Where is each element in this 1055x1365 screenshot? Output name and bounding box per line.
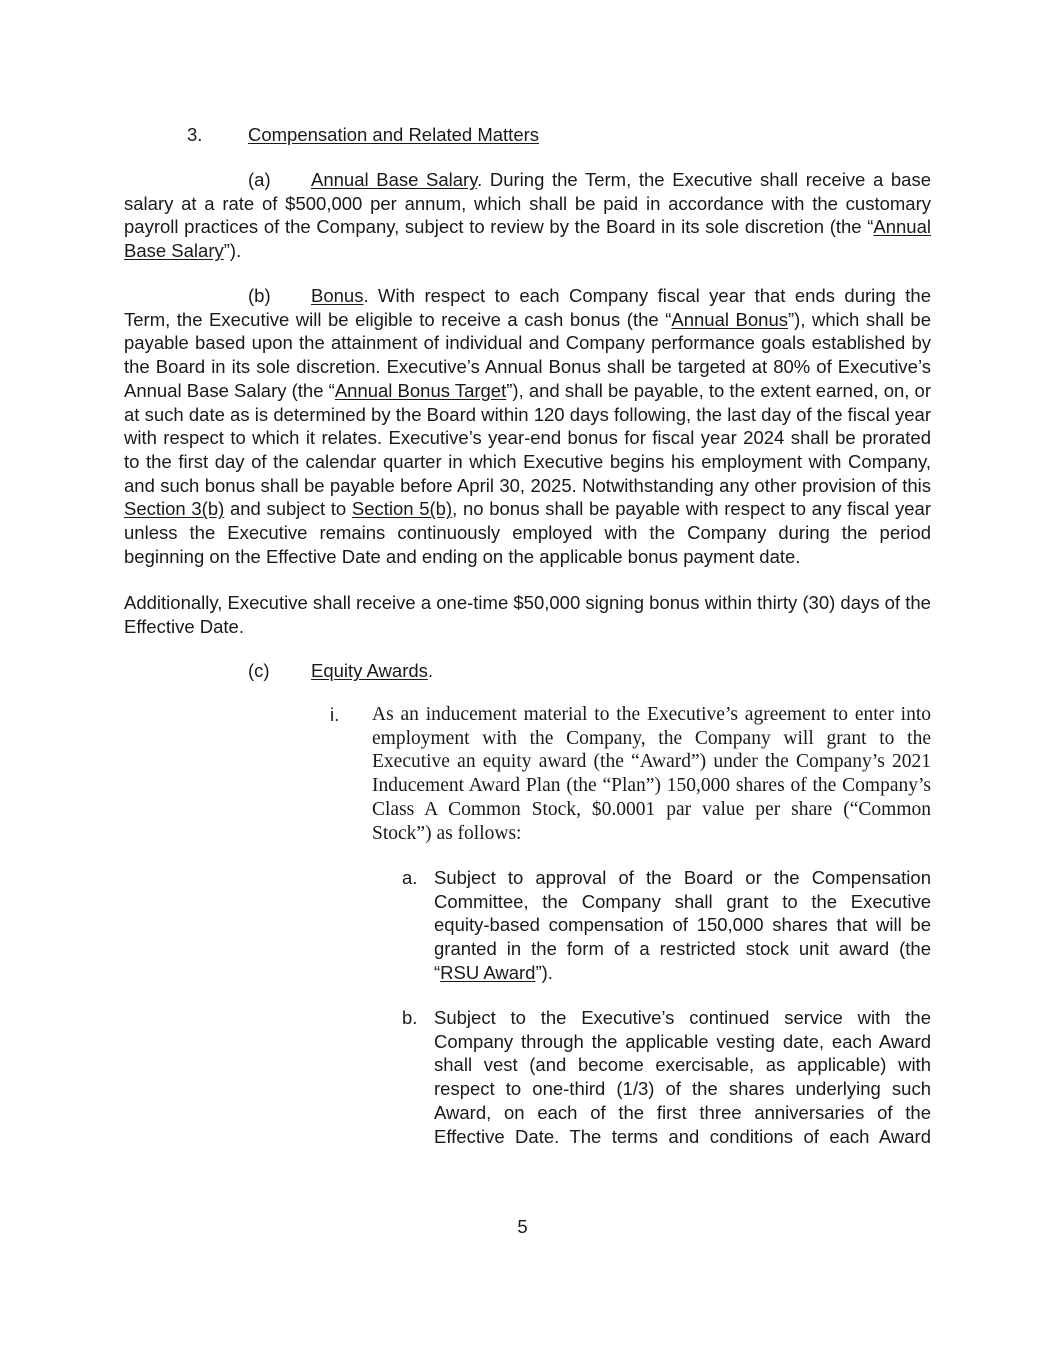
section-heading bbox=[187, 123, 887, 147]
list-item-text: As an inducement material to the Executive’s agreement to enter into employment with the Company, the Company will grant to the Executive an equity award (the “Award”) under the Company’s 2021 Inducement Award Plan (the “Plan”) 150,000 shares of the Company’s Class A Common Stock, $0.0001 par value per share (“Common Stock”) as follows: bbox=[372, 704, 931, 844]
paragraph-text: ”), and shall be payable, to the extent earned, on, or at such date as is determined by the Board within 120 days following, the last day of the fiscal year with respect to which it relates. Executive’s year-end bonus for fiscal year 2024 shall be prorated to the first day of the calendar quarter in which Executive begins his employment with Company, and such bonus shall be payable before April 30, 2025. Notwithstanding any other provision of this bbox=[124, 379, 932, 496]
paragraph-label: (c) bbox=[248, 660, 270, 681]
list-item-text-part: Subject to approval of the Board or the Compensation Committee, the Company shall grant to the Executive equity-based compensation of 150,000 shares that will be granted in the form of a restricted stock unit award (the “ bbox=[434, 867, 931, 983]
list-item-i bbox=[330, 703, 931, 845]
paragraph-signing-bonus: Additionally, Executive shall receive a one-time $50,000 signing bonus within thirty (30) days of the Effective Date. bbox=[124, 592, 931, 637]
paragraph-heading: Equity Awards bbox=[311, 660, 428, 681]
paragraph-equity-awards bbox=[248, 659, 648, 683]
section-reference: Section 3(b) bbox=[124, 498, 225, 520]
paragraph-text: , no bonus shall be payable with respect to any fiscal year unless the Executive remains continuously employed with the Company during the period beginning on the Effective Date and ending on the applicable bonus payment date. bbox=[124, 498, 931, 567]
defined-term: Annual Bonus Target bbox=[334, 379, 507, 401]
paragraph-label: (b) bbox=[248, 285, 271, 306]
paragraph-annual-base-salary bbox=[124, 168, 931, 263]
paragraph-label: (a) bbox=[248, 169, 271, 190]
section-reference: Section 5(b) bbox=[351, 498, 453, 520]
paragraph-text: and subject to bbox=[224, 498, 352, 520]
paragraph-text: . bbox=[427, 660, 434, 681]
paragraph-text: ”). bbox=[223, 240, 242, 262]
paragraph-heading: Annual Base Salary bbox=[311, 169, 478, 190]
paragraph-bonus bbox=[124, 284, 931, 568]
defined-term: Annual Base Salary bbox=[124, 216, 931, 262]
paragraph-text: . With respect to each Company fiscal year that ends during the Term, the Executive will be eligible to receive a cash bonus (the “ bbox=[124, 285, 931, 330]
list-item-text bbox=[434, 866, 931, 985]
list-marker: a. bbox=[402, 867, 418, 888]
list-item-text-part: ”). bbox=[535, 961, 553, 983]
defined-term: RSU Award bbox=[440, 961, 536, 983]
list-item-a bbox=[402, 866, 931, 985]
list-item-b bbox=[402, 1006, 931, 1148]
paragraph-text: ”), which shall be payable based upon the attainment of individual and Company performance goals established by the Board in its sole discretion. Executive’s Annual Bonus shall be targeted at 80% of Executive’s Annual Base Salary (the “ bbox=[124, 308, 932, 401]
list-item-text: Subject to the Executive’s continued service with the Company through the applicable vesting date, each Award shall vest (and become exercisable, as applicable) with respect to one-third (1/3) of the shares underlying such Award, on each of the first three anniversaries of the Effective Date. The terms and conditions of each Award bbox=[434, 1007, 931, 1147]
section-number: 3. bbox=[187, 124, 203, 145]
list-marker: i. bbox=[330, 704, 340, 725]
page-number: 5 bbox=[517, 1216, 528, 1237]
paragraph-heading: Bonus bbox=[311, 285, 364, 306]
paragraph-text: . During the Term, the Executive shall receive a base salary at a rate of $500,000 per annum, which shall be paid in accordance with the customary payroll practices of the Company, subject to review by the Board in its sole discretion (the “ bbox=[124, 169, 931, 238]
list-marker: b. bbox=[402, 1007, 418, 1028]
section-title: Compensation and Related Matters bbox=[248, 124, 540, 145]
defined-term: Annual Bonus bbox=[671, 308, 788, 330]
